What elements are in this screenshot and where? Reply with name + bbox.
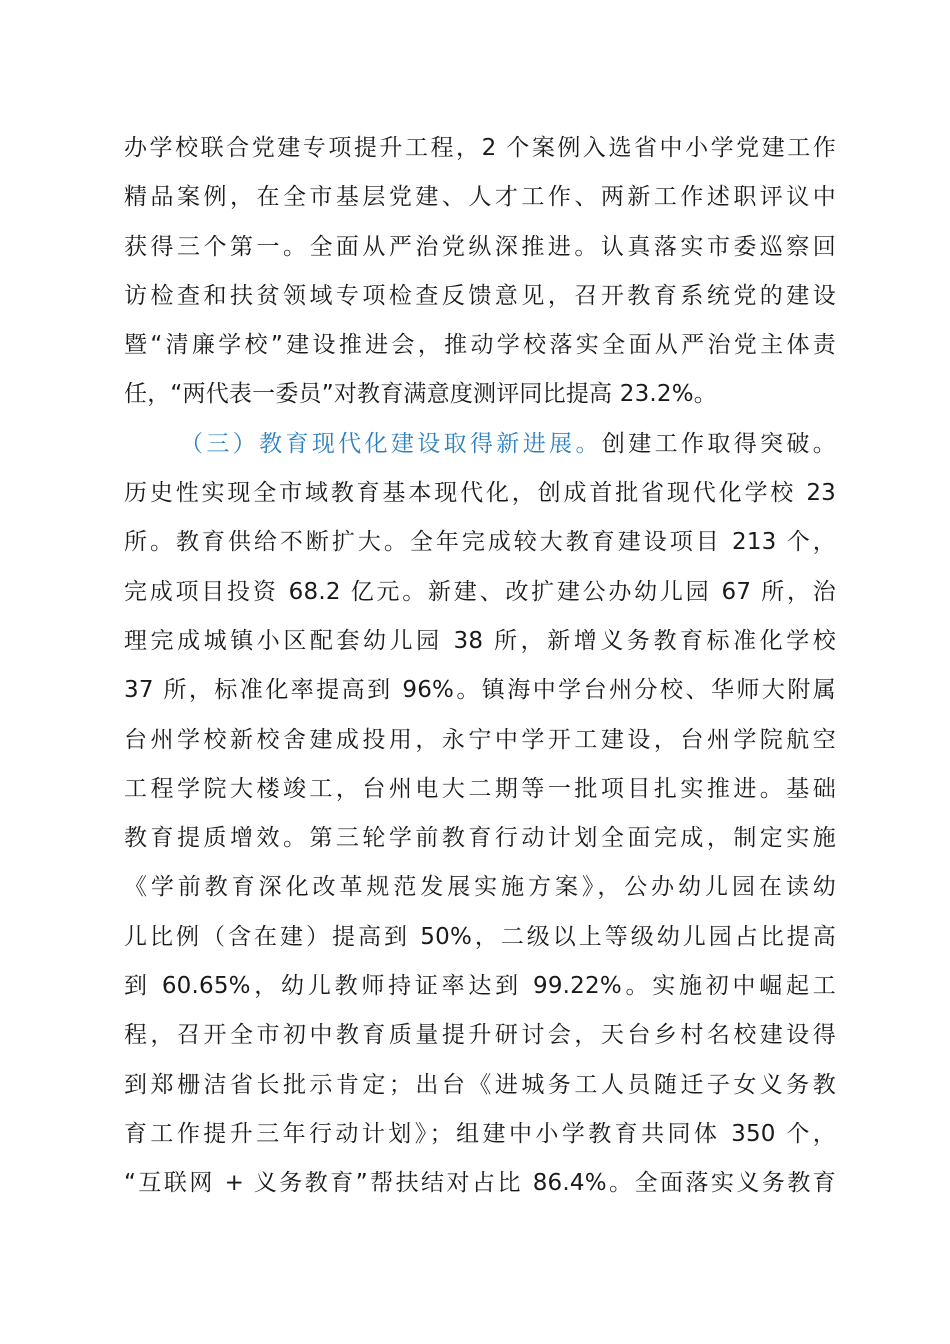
text-line: 儿比例（含在建）提高到 50%，二级以上等级幼儿园占比提高 xyxy=(124,923,836,950)
text-line: 到 60.65%，幼儿教师持证率达到 99.22%。实施初中崛起工 xyxy=(124,973,836,1000)
text-line: 程，召开全市初中教育质量提升研讨会，天台乡村名校建设得 xyxy=(124,1022,836,1049)
text-line: 台州学校新校舍建成投用，永宁中学开工建设，台州学院航空 xyxy=(124,726,836,753)
text-line: 任，“两代表一委员”对教育满意度测评同比提高 23.2%。 xyxy=(124,381,718,408)
text-line: 到郑栅洁省长批示肯定；出台《进城务工人员随迁子女义务教 xyxy=(124,1071,836,1098)
text-line: 获得三个第一。全面从严治党纵深推进。认真落实市委巡察回 xyxy=(124,233,836,260)
body-text xyxy=(124,124,836,1209)
text-line: 37 所，标准化率提高到 96%。镇海中学台州分校、华师大附属 xyxy=(124,677,836,704)
text-line: 完成项目投资 68.2 亿元。新建、改扩建公办幼儿园 67 所，治 xyxy=(124,578,836,605)
section-heading: （三）教育现代化建设取得新进展。 xyxy=(180,430,602,457)
text-line: 精品案例，在全市基层党建、人才工作、两新工作述职评议中 xyxy=(124,184,836,211)
text-line: 历史性实现全市域教育基本现代化，创成首批省现代化学校 23 xyxy=(124,480,836,507)
text-line: 工程学院大楼竣工，台州电大二期等一批项目扎实推进。基础 xyxy=(124,775,836,802)
text-line: 暨“清廉学校”建设推进会，推动学校落实全面从严治党主体责 xyxy=(124,332,836,359)
text-line: 育工作提升三年行动计划》；组建中小学教育共同体 350 个， xyxy=(124,1120,836,1147)
text-line: 理完成城镇小区配套幼儿园 38 所，新增义务教育标准化学校 xyxy=(124,627,836,654)
text-line: 《学前教育深化改革规范发展实施方案》，公办幼儿园在读幼 xyxy=(124,874,836,901)
text-line: 办学校联合党建专项提升工程，2 个案例入选省中小学党建工作 xyxy=(124,135,836,161)
section-heading-line xyxy=(124,420,836,469)
text-line: 所。教育供给不断扩大。全年完成较大教育建设项目 213 个， xyxy=(124,529,836,556)
text-line: “互联网 + 义务教育”帮扶结对占比 86.4%。全面落实义务教育 xyxy=(124,1170,836,1197)
text-line: 访检查和扶贫领域专项检查反馈意见，召开教育系统党的建设 xyxy=(124,282,836,309)
text-line: 教育提质增效。第三轮学前教育行动计划全面完成，制定实施 xyxy=(124,825,836,852)
section-heading-tail: 创建工作取得突破。 xyxy=(601,430,836,457)
